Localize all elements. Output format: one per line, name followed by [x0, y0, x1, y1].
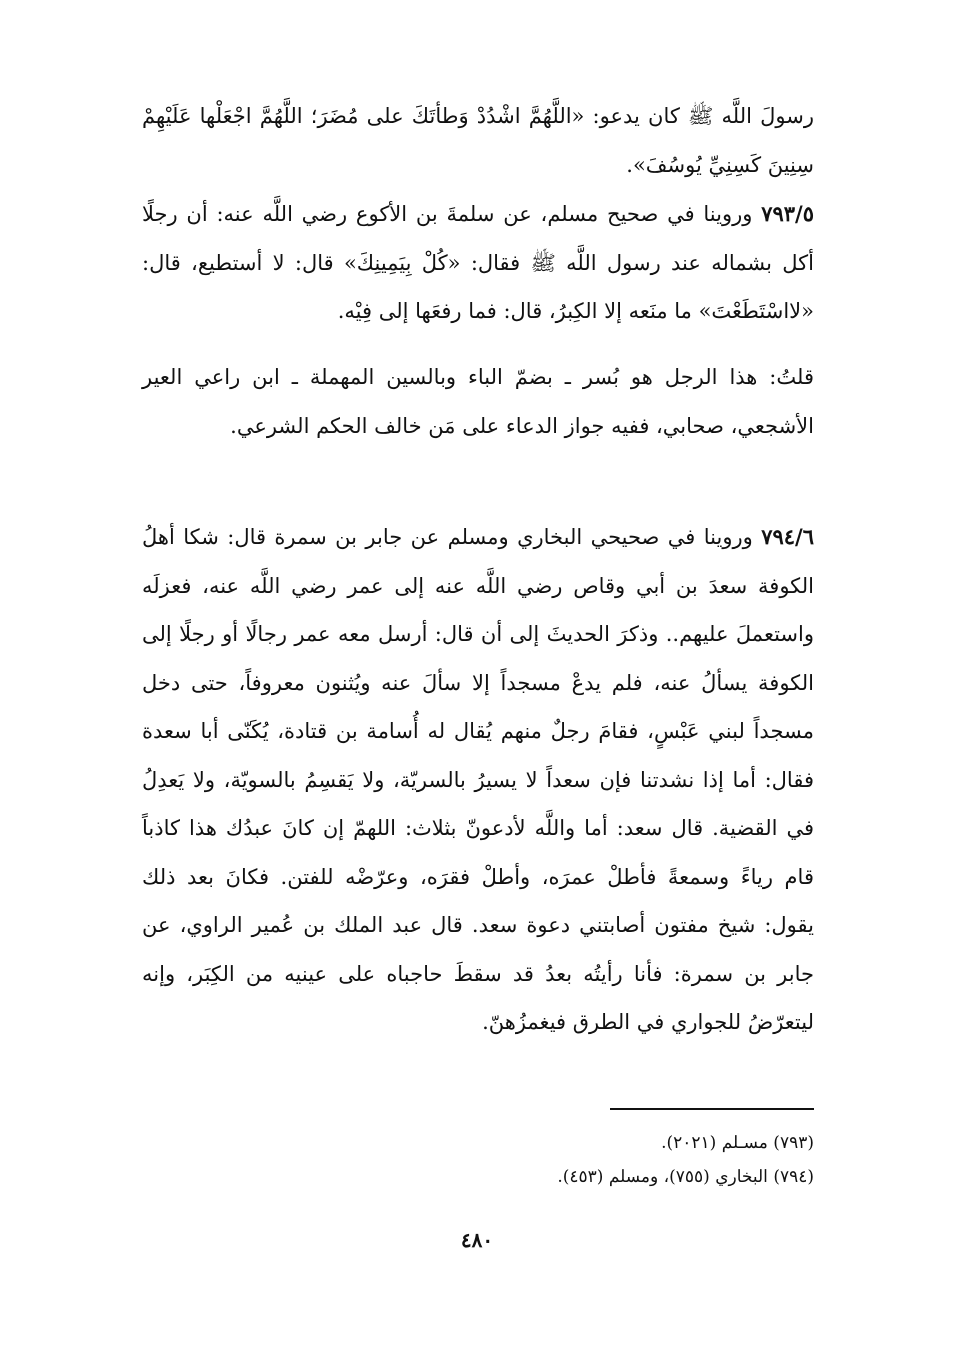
paragraph-text: وروينا في صحيح مسلم، عن سلمةَ بن الأكوع رضي اللَّه عنه: أن رجلًا أكل بشماله عند رسول اللَّه ﷺ فقال: «كُلْ بِيَمِينِكَ» قال: لا أستطيع، قال: «لااسْتَطَعْتَ» ما منَعه إلا الكِبرُ، قال: فما رفعَها إلى فِيْه. — [142, 202, 814, 323]
footnote-divider — [610, 1108, 814, 1110]
paragraph-text: وروينا في صحيحي البخاري ومسلم عن جابر بن سمرة قال: شكا أهلُ الكوفة سعدَ بن أبي وقاص رضي اللَّه عنه إلى عمر رضي اللَّه عنه، فعزلَه واستعملَ عليهم.. وذكرَ الحديثَ إلى أن قال: أرسل معه عمر رجالًا أو رجلًا إلى الكوفة يسألُ عنه، فلم يدعْ مسجداً إلا سألَ عنه ويُثنون معروفاً، حتى دخل مسجداً لبني عَبْسٍ، فقامَ رجلٌ منهم يُقال له أُسامة بن قتادة، يُكَنّى أبا سعدة فقال: أما إذا نشدتنا فإن سعداً لا يسيرُ بالسريّة، ولا يَقسِمُ بالسويّة، ولا يَعدِلُ في القضية. قال سعد: أما واللَّه لأدعونّ بثلاث: اللهمّ إن كانَ عبدُك هذا كاذباً قام رياءً وسمعةً فأطلْ عمرَه، وأطلْ فقرَه، وعرّضْه للفتن. فكانَ بعد ذلك يقول: شيخ مفتون أصابتني دعوة سعد. قال عبد الملك بن عُمير الراوي، عن جابر بن سمرة: فأنا رأيتُه بعدُ قد سقطَ حاجباه على عينيه من الكِبَر، وإنه ليتعرّضُ للجواري في الطرق فيغمزُهنّ. — [142, 525, 814, 1034]
paragraph-hadith-794 — [142, 513, 814, 1047]
hadith-number: ٧٩٣/٥ — [761, 201, 814, 226]
footnote-793: (٧٩٣) مسـلم (٢٠٢١). — [661, 1133, 814, 1153]
paragraph-hadith-793 — [142, 190, 814, 336]
hadith-number: ٧٩٤/٦ — [761, 524, 814, 549]
paragraph-text: رسولَ اللَّه ﷺ كان يدعو: «اللَّهُمَّ اشْدُدْ وَطأتَكَ على مُضَرَ؛ اللَّهُمَّ اجْعَلْها عَلَيْهِمْ سِنِينَ كَسِنِيِّ يُوسُفَ». — [142, 104, 814, 177]
footnote-794: (٧٩٤) البخاري (٧٥٥)، ومسلم (٤٥٣). — [557, 1167, 814, 1187]
paragraph-continuation — [142, 92, 814, 189]
paragraph-commentary — [142, 353, 814, 450]
footnotes — [142, 1126, 814, 1194]
page-number: ٤٨٠ — [460, 1228, 494, 1252]
paragraph-text: قلتُ: هذا الرجل هو بُسر ـ بضمّ الباء وبالسين المهملة ـ ابن راعي العير الأشجعي، صحابي، ففيه جواز الدعاء على مَن خالف الحكم الشرعي. — [142, 365, 814, 438]
